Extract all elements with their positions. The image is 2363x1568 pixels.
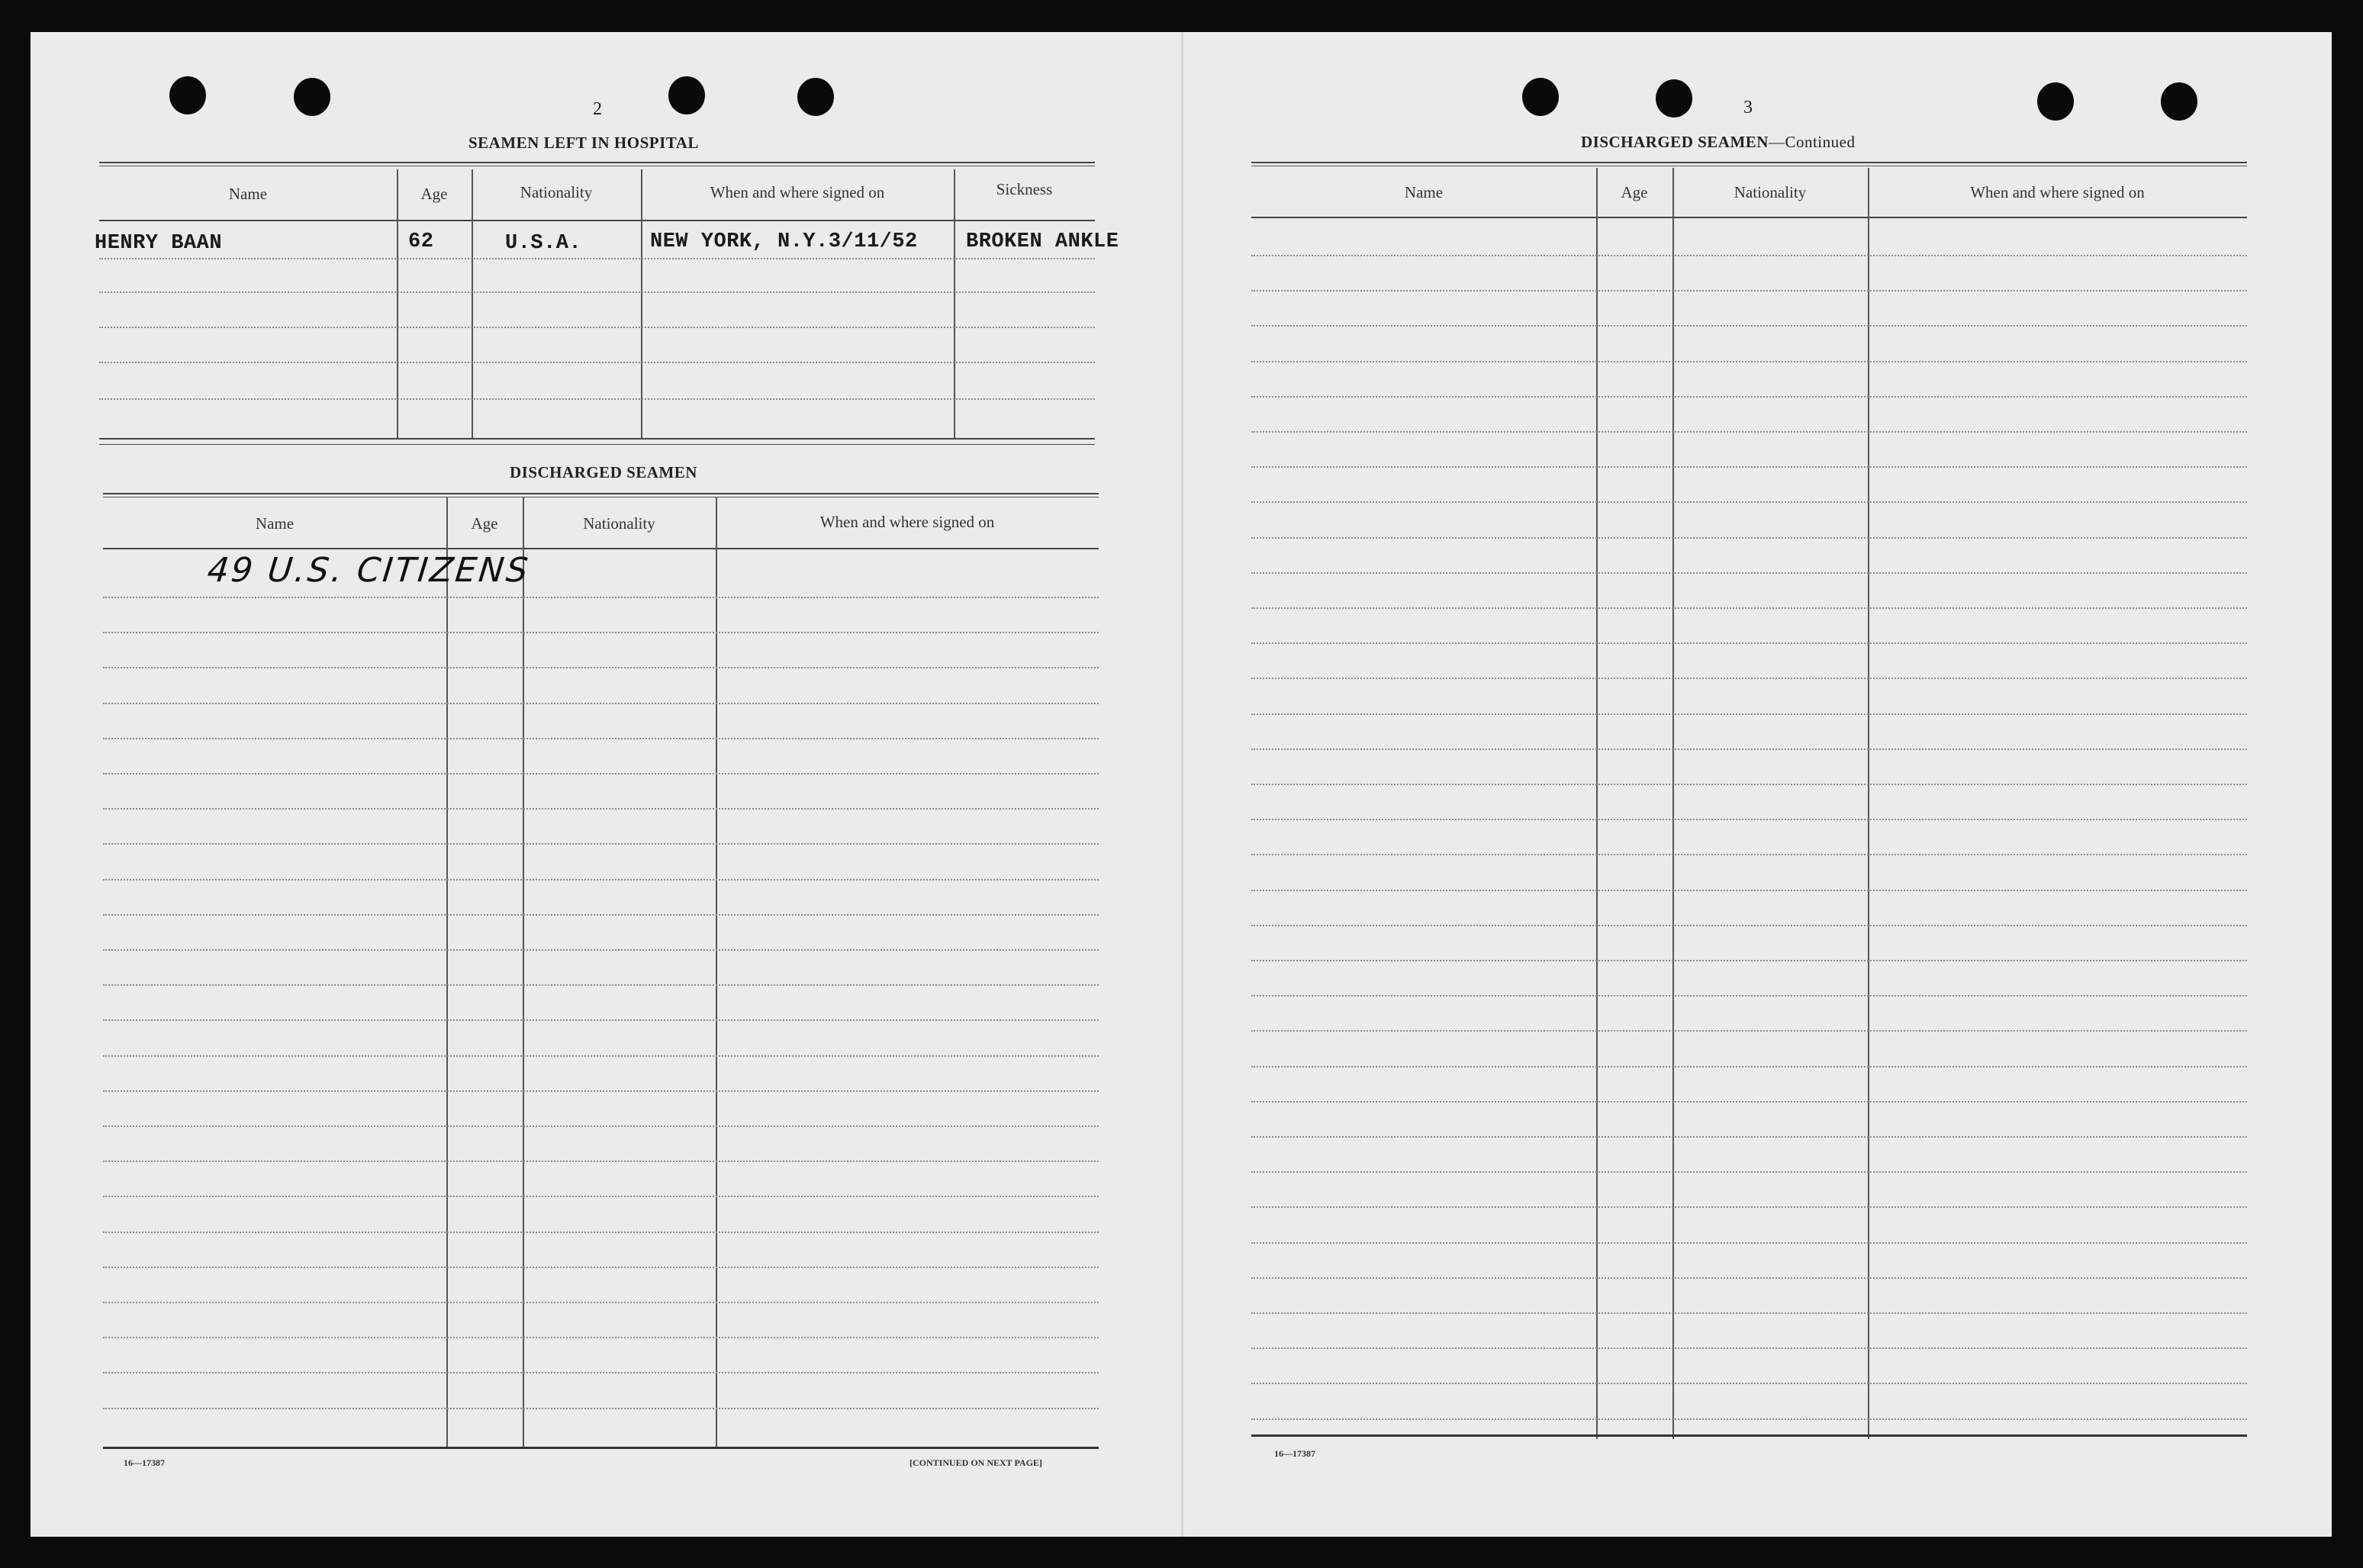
column-header-name: Name (255, 514, 295, 533)
punch-hole (2161, 82, 2197, 121)
column-header-signed-on: When and where signed on (819, 513, 995, 531)
handwritten-entry: 49 U.S. CITIZENS (205, 551, 533, 590)
row-line (103, 1055, 1099, 1057)
row-line (1251, 890, 2247, 891)
row-line (99, 258, 1095, 259)
column-divider (1868, 168, 1869, 1439)
row-line (103, 1232, 1099, 1233)
hospital-entry-name: HENRY BAAN (95, 232, 223, 255)
row-line (103, 1337, 1099, 1338)
row-line (103, 1196, 1099, 1197)
row-line (103, 1090, 1099, 1092)
row-line (1251, 431, 2247, 433)
discharged-section-title: DISCHARGED SEAMEN (510, 463, 697, 481)
discharged-continued-title (1581, 133, 1855, 152)
row-line (103, 773, 1099, 774)
row-line (103, 914, 1099, 916)
table-top-rule (103, 493, 1099, 497)
column-divider (716, 497, 717, 1448)
title-suffix: —Continued (1768, 133, 1856, 151)
row-line (1251, 1312, 2247, 1314)
page-fold (1181, 32, 1183, 1537)
form-number: 16—17387 (124, 1457, 165, 1468)
row-line (1251, 1171, 2247, 1173)
header-rule (1251, 217, 2247, 218)
row-line (1251, 678, 2247, 679)
column-header-nationality: Nationality (1734, 183, 1807, 201)
row-line (1251, 466, 2247, 468)
row-line (103, 1372, 1099, 1373)
row-line (99, 398, 1095, 400)
row-line (103, 1161, 1099, 1162)
column-header-age: Age (1621, 183, 1648, 201)
row-line (1251, 572, 2247, 574)
continued-note: [CONTINUED ON NEXT PAGE] (909, 1457, 1042, 1468)
row-line (1251, 1101, 2247, 1103)
punch-hole (2037, 82, 2074, 121)
row-line (1251, 1136, 2247, 1138)
row-line (103, 1125, 1099, 1127)
row-line (1251, 361, 2247, 362)
row-line (1251, 1383, 2247, 1384)
header-rule (103, 548, 1099, 549)
row-line (1251, 749, 2247, 750)
row-line (103, 667, 1099, 668)
row-line (1251, 713, 2247, 715)
column-header-sickness: Sickness (996, 180, 1053, 198)
punch-hole (1656, 79, 1692, 118)
hospital-entry-nationality: U.S.A. (505, 232, 582, 255)
row-line (1251, 1347, 2247, 1349)
column-header-name: Name (228, 185, 268, 203)
title-main: DISCHARGED SEAMEN (1581, 133, 1769, 151)
table-bottom-rule (99, 444, 1095, 445)
row-line (99, 327, 1095, 328)
punch-hole (797, 78, 834, 116)
row-line (1251, 1206, 2247, 1208)
row-line (103, 949, 1099, 951)
punch-hole (169, 76, 206, 114)
column-divider (1596, 168, 1598, 1439)
column-header-name: Name (1404, 183, 1444, 201)
row-line (103, 738, 1099, 739)
hospital-entry-signed-on: NEW YORK, N.Y.3/11/52 (650, 230, 918, 253)
column-divider (446, 497, 448, 1448)
row-line (103, 843, 1099, 845)
row-line (1251, 396, 2247, 398)
row-line (103, 1019, 1099, 1021)
column-header-signed-on: When and where signed on (1970, 183, 2145, 201)
row-line (103, 632, 1099, 633)
header-rule (99, 220, 1095, 221)
row-line (1251, 925, 2247, 926)
row-line (1251, 290, 2247, 291)
row-line (99, 291, 1095, 293)
row-line (1251, 607, 2247, 609)
row-line (1251, 960, 2247, 961)
row-line (103, 808, 1099, 810)
column-header-signed-on: When and where signed on (710, 183, 885, 201)
punch-hole (294, 78, 330, 116)
row-line (1251, 1066, 2247, 1067)
row-line (99, 362, 1095, 363)
hospital-entry-age: 62 (408, 230, 434, 253)
hospital-entry-sickness: BROKEN ANKLE (966, 230, 1119, 253)
row-line (1251, 255, 2247, 256)
page-number: 2 (593, 99, 602, 119)
row-line (1251, 501, 2247, 503)
column-header-age: Age (471, 514, 498, 533)
table-top-rule (99, 162, 1095, 166)
row-line (1251, 642, 2247, 644)
row-line (1251, 995, 2247, 997)
column-header-nationality: Nationality (583, 514, 655, 533)
punch-hole (1522, 78, 1559, 116)
table-bottom-rule (99, 438, 1095, 439)
form-number: 16—17387 (1274, 1448, 1315, 1459)
column-header-nationality: Nationality (520, 183, 593, 201)
hospital-section-title: SEAMEN LEFT IN HOSPITAL (468, 134, 699, 152)
row-line (103, 1267, 1099, 1268)
row-line (103, 1302, 1099, 1303)
column-divider (1672, 168, 1674, 1439)
row-line (1251, 325, 2247, 327)
row-line (1251, 819, 2247, 820)
row-line (1251, 1277, 2247, 1279)
row-line (103, 984, 1099, 986)
row-line (1251, 854, 2247, 855)
row-line (103, 879, 1099, 881)
row-line (1251, 1030, 2247, 1032)
page-number: 3 (1743, 98, 1753, 118)
row-line (103, 597, 1099, 598)
row-line (1251, 1242, 2247, 1244)
row-line (103, 1408, 1099, 1409)
column-divider (523, 497, 524, 1448)
row-line (1251, 537, 2247, 539)
table-bottom-rule (1251, 1434, 2247, 1437)
punch-hole (668, 76, 705, 114)
table-top-rule (1251, 162, 2247, 166)
row-line (1251, 784, 2247, 785)
row-line (1251, 1418, 2247, 1420)
table-bottom-rule (103, 1447, 1099, 1449)
row-line (103, 703, 1099, 704)
column-header-age: Age (420, 185, 448, 203)
